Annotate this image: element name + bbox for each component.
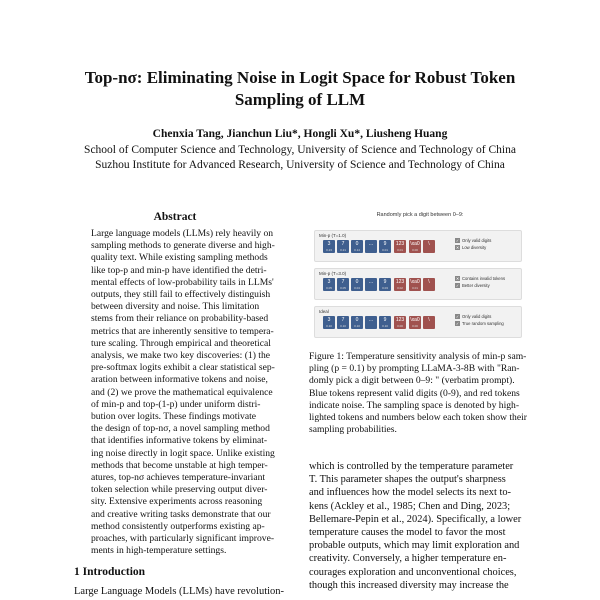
token-chip: 0 0.14 <box>351 240 363 253</box>
token-probability: 0.05 <box>340 286 346 290</box>
token-chip: 9 0.01 <box>379 240 391 253</box>
token-chip: 123 0.02 <box>395 279 405 290</box>
panel-label: Min-p (T=1.0) <box>319 233 347 238</box>
body-line: T. This parameter shapes the output's sharpness <box>309 474 506 486</box>
affiliation-2: Suzhou Institute for Advanced Research, University of Science and Technology of China <box>95 159 505 171</box>
abstract-line: token selection while preserving output diver- <box>91 484 268 496</box>
token-probability: 0.10 <box>326 324 332 328</box>
panel-note: ✕ Low diversity <box>455 245 487 250</box>
body-line: Bellemare-Pepin et al., 2024). Specifically, a lower <box>309 513 522 525</box>
abstract-line: outputs, they still fail to effectively distinguish <box>91 289 271 301</box>
token-chip: 123 0.00 <box>395 317 405 328</box>
token-probability: 0.00 <box>412 248 418 252</box>
authors: Chenxia Tang, Jianchun Liu*, Hongli Xu*, Liusheng Huang <box>152 128 448 140</box>
body-line: probable outputs, which may limit exploration and <box>309 540 520 552</box>
token-chip: 123 0.01 <box>395 241 405 252</box>
title-line-1: Top-nσ: Eliminating Noise in Logit Space for Robust Token <box>84 68 516 87</box>
token-chip: \xa0 0.01 <box>410 279 420 290</box>
abstract-line: the design of top-nσ, a novel sampling method <box>91 423 270 435</box>
caption-line: lighted tokens and numbers below each token show their <box>309 412 527 424</box>
abstract-line: and creative writing tasks demonstrate that our <box>91 508 271 520</box>
token-probability: 0.01 <box>412 286 418 290</box>
token-chip: 3 0.10 <box>323 316 335 329</box>
panel-notes <box>455 314 519 328</box>
figure-1 <box>309 212 531 346</box>
token-chip: \ <box>423 316 435 329</box>
token-probability: 0.03 <box>382 286 388 290</box>
panel-label: Ideal <box>319 309 329 314</box>
token-probability: 0.04 <box>354 286 360 290</box>
body-line: kens (Ackley et al., 1985; Chen and Ding, 2023; <box>309 500 511 512</box>
abstract-line: stems from their reliance on probability-based <box>91 313 269 325</box>
abstract-line: method consistently outperforms existing ap- <box>91 520 265 532</box>
abstract-line: mental effects of low-probability tails in LLMs' <box>91 276 274 288</box>
token-probability: 0.02 <box>397 286 403 290</box>
abstract-line: ments in high-temperature settings. <box>91 545 227 557</box>
token-chip: … <box>365 316 377 329</box>
cross-icon: ✕ <box>455 245 460 250</box>
caption-line: pling (p = 0.1) by prompting LLaMA-3-8B with "Ran- <box>309 363 520 375</box>
body-line: which is controlled by the temperature parameter <box>309 461 514 472</box>
token-probability: 0.00 <box>412 324 418 328</box>
abstract-line: bution over logits. These findings motivate <box>91 411 257 423</box>
token-probability: 0.00 <box>397 324 403 328</box>
token-probability: 0.10 <box>340 324 346 328</box>
figure-panel <box>314 268 522 300</box>
token-chip: 0 0.04 <box>351 278 363 291</box>
token-chip: 9 0.03 <box>379 278 391 291</box>
abstract-line: analysis, we make two key discoveries: (1) the <box>91 350 271 362</box>
abstract-line: sity. Extensive experiments across reasoning <box>91 496 263 508</box>
token-chip: \ <box>423 278 435 291</box>
token-probability: 0.10 <box>354 324 360 328</box>
abstract-body <box>91 228 291 557</box>
abstract-line: between diversity and noise. This limitation <box>91 301 260 313</box>
check-icon: ✓ <box>455 238 460 243</box>
abstract-line: proaches, with particularly significant improve- <box>91 533 275 545</box>
token-chip: … <box>365 278 377 291</box>
abstract-line: like top-p and min-p have identified the detri- <box>91 264 267 276</box>
token-probability: 0.23 <box>326 248 332 252</box>
abstract-line: pre-softmax logits exhibit a clear statistical sep- <box>91 362 275 374</box>
cross-icon: ✕ <box>455 276 460 281</box>
caption-line: Figure 1: Temperature sensitivity analysis of min-p sam- <box>309 351 527 362</box>
figure-panel <box>314 306 522 338</box>
paper-title <box>40 67 560 111</box>
token-chip: 7 0.21 <box>337 240 349 253</box>
check-icon: ✓ <box>455 314 460 319</box>
title-line-2: Sampling of LLM <box>234 90 366 109</box>
abstract-line: ture scaling. Through empirical and theoretical <box>91 337 271 349</box>
panel-note: ✓ Better diversity <box>455 283 490 288</box>
token-chip: \xa0 0.00 <box>410 241 420 252</box>
token-probability: 0.01 <box>397 248 403 252</box>
token-chip: 7 0.05 <box>337 278 349 291</box>
section-heading: 1 Introduction <box>74 566 146 578</box>
caption-line: sampling probabilities. <box>309 424 397 436</box>
panel-label: Min-p (T=3.0) <box>319 271 347 276</box>
body-line: courages exploration and unconventional choices, <box>309 566 517 578</box>
abstract-line: that identifies informative tokens by eliminat- <box>91 435 268 447</box>
abstract-line: quality text. While existing sampling methods <box>91 252 268 264</box>
token-chip: 3 0.05 <box>323 278 335 291</box>
token-probability: 0.21 <box>340 248 346 252</box>
abstract-line: aration between informative tokens and noise, <box>91 374 268 386</box>
abstract-heading: Abstract <box>153 211 197 223</box>
figure-panel <box>314 230 522 262</box>
caption-line: indicate noise. The sampling space is denoted by high- <box>309 399 520 411</box>
panel-note: ✕ Contains invalid tokens <box>455 276 506 281</box>
body-line: creativity. Conversely, a higher temperature en- <box>309 553 507 565</box>
token-chip: 3 0.23 <box>323 240 335 253</box>
panel-note: ✓ True random sampling <box>455 321 504 326</box>
abstract-line: ing noise directly in logit space. Unlike existing <box>91 447 275 459</box>
abstract-line: sampling methods to generate diverse and high- <box>91 240 275 252</box>
token-chip: 9 0.10 <box>379 316 391 329</box>
panel-note: ✓ Only valid digits <box>455 314 492 319</box>
panel-notes <box>455 276 519 290</box>
affiliation-1: School of Computer Science and Technology, University of Science and Technology of China <box>84 144 516 156</box>
caption-line: domly pick a digit between 0–9: " (verbatim prompt). <box>309 375 515 387</box>
abstract-line: atures, top-nσ achieves temperature-invariant <box>91 472 266 484</box>
right-column-text <box>309 460 531 592</box>
abstract-line: Large language models (LLMs) rely heavily on <box>91 228 274 239</box>
body-line: though this increased diversity may increase the <box>309 579 509 591</box>
token-probability: 0.01 <box>382 248 388 252</box>
abstract-line: methods that become unstable at high temper- <box>91 459 268 471</box>
token-probability: 0.14 <box>354 248 360 252</box>
abstract-line: metrics that are inherently sensitive to tempera- <box>91 325 274 337</box>
token-chip: 0 0.10 <box>351 316 363 329</box>
figure-caption <box>309 351 531 436</box>
cross-icon: ✓ <box>455 321 460 326</box>
token-probability: 0.10 <box>382 324 388 328</box>
token-chip: … <box>365 240 377 253</box>
body-line: temperature causes the model to favor the most <box>309 527 506 539</box>
token-chip: \ <box>423 240 435 253</box>
cross-icon: ✓ <box>455 283 460 288</box>
token-probability: 0.05 <box>326 286 332 290</box>
intro-first-line: Large Language Models (LLMs) have revolution- <box>74 586 285 597</box>
figure-title: Randomly pick a digit between 0–9: <box>376 212 464 218</box>
abstract-line: and (2) we prove the mathematical equivalence <box>91 386 273 398</box>
panel-notes <box>455 238 519 252</box>
caption-line: Blue tokens represent valid digits (0-9), and red tokens <box>309 387 520 399</box>
token-chip: \xa0 0.00 <box>410 317 420 328</box>
panel-note: ✓ Only valid digits <box>455 238 492 243</box>
token-chip: 7 0.10 <box>337 316 349 329</box>
abstract-line: of min-p and top-(1-p) under uniform distri- <box>91 398 261 410</box>
body-line: and influences how the model selects its next to- <box>309 487 511 499</box>
